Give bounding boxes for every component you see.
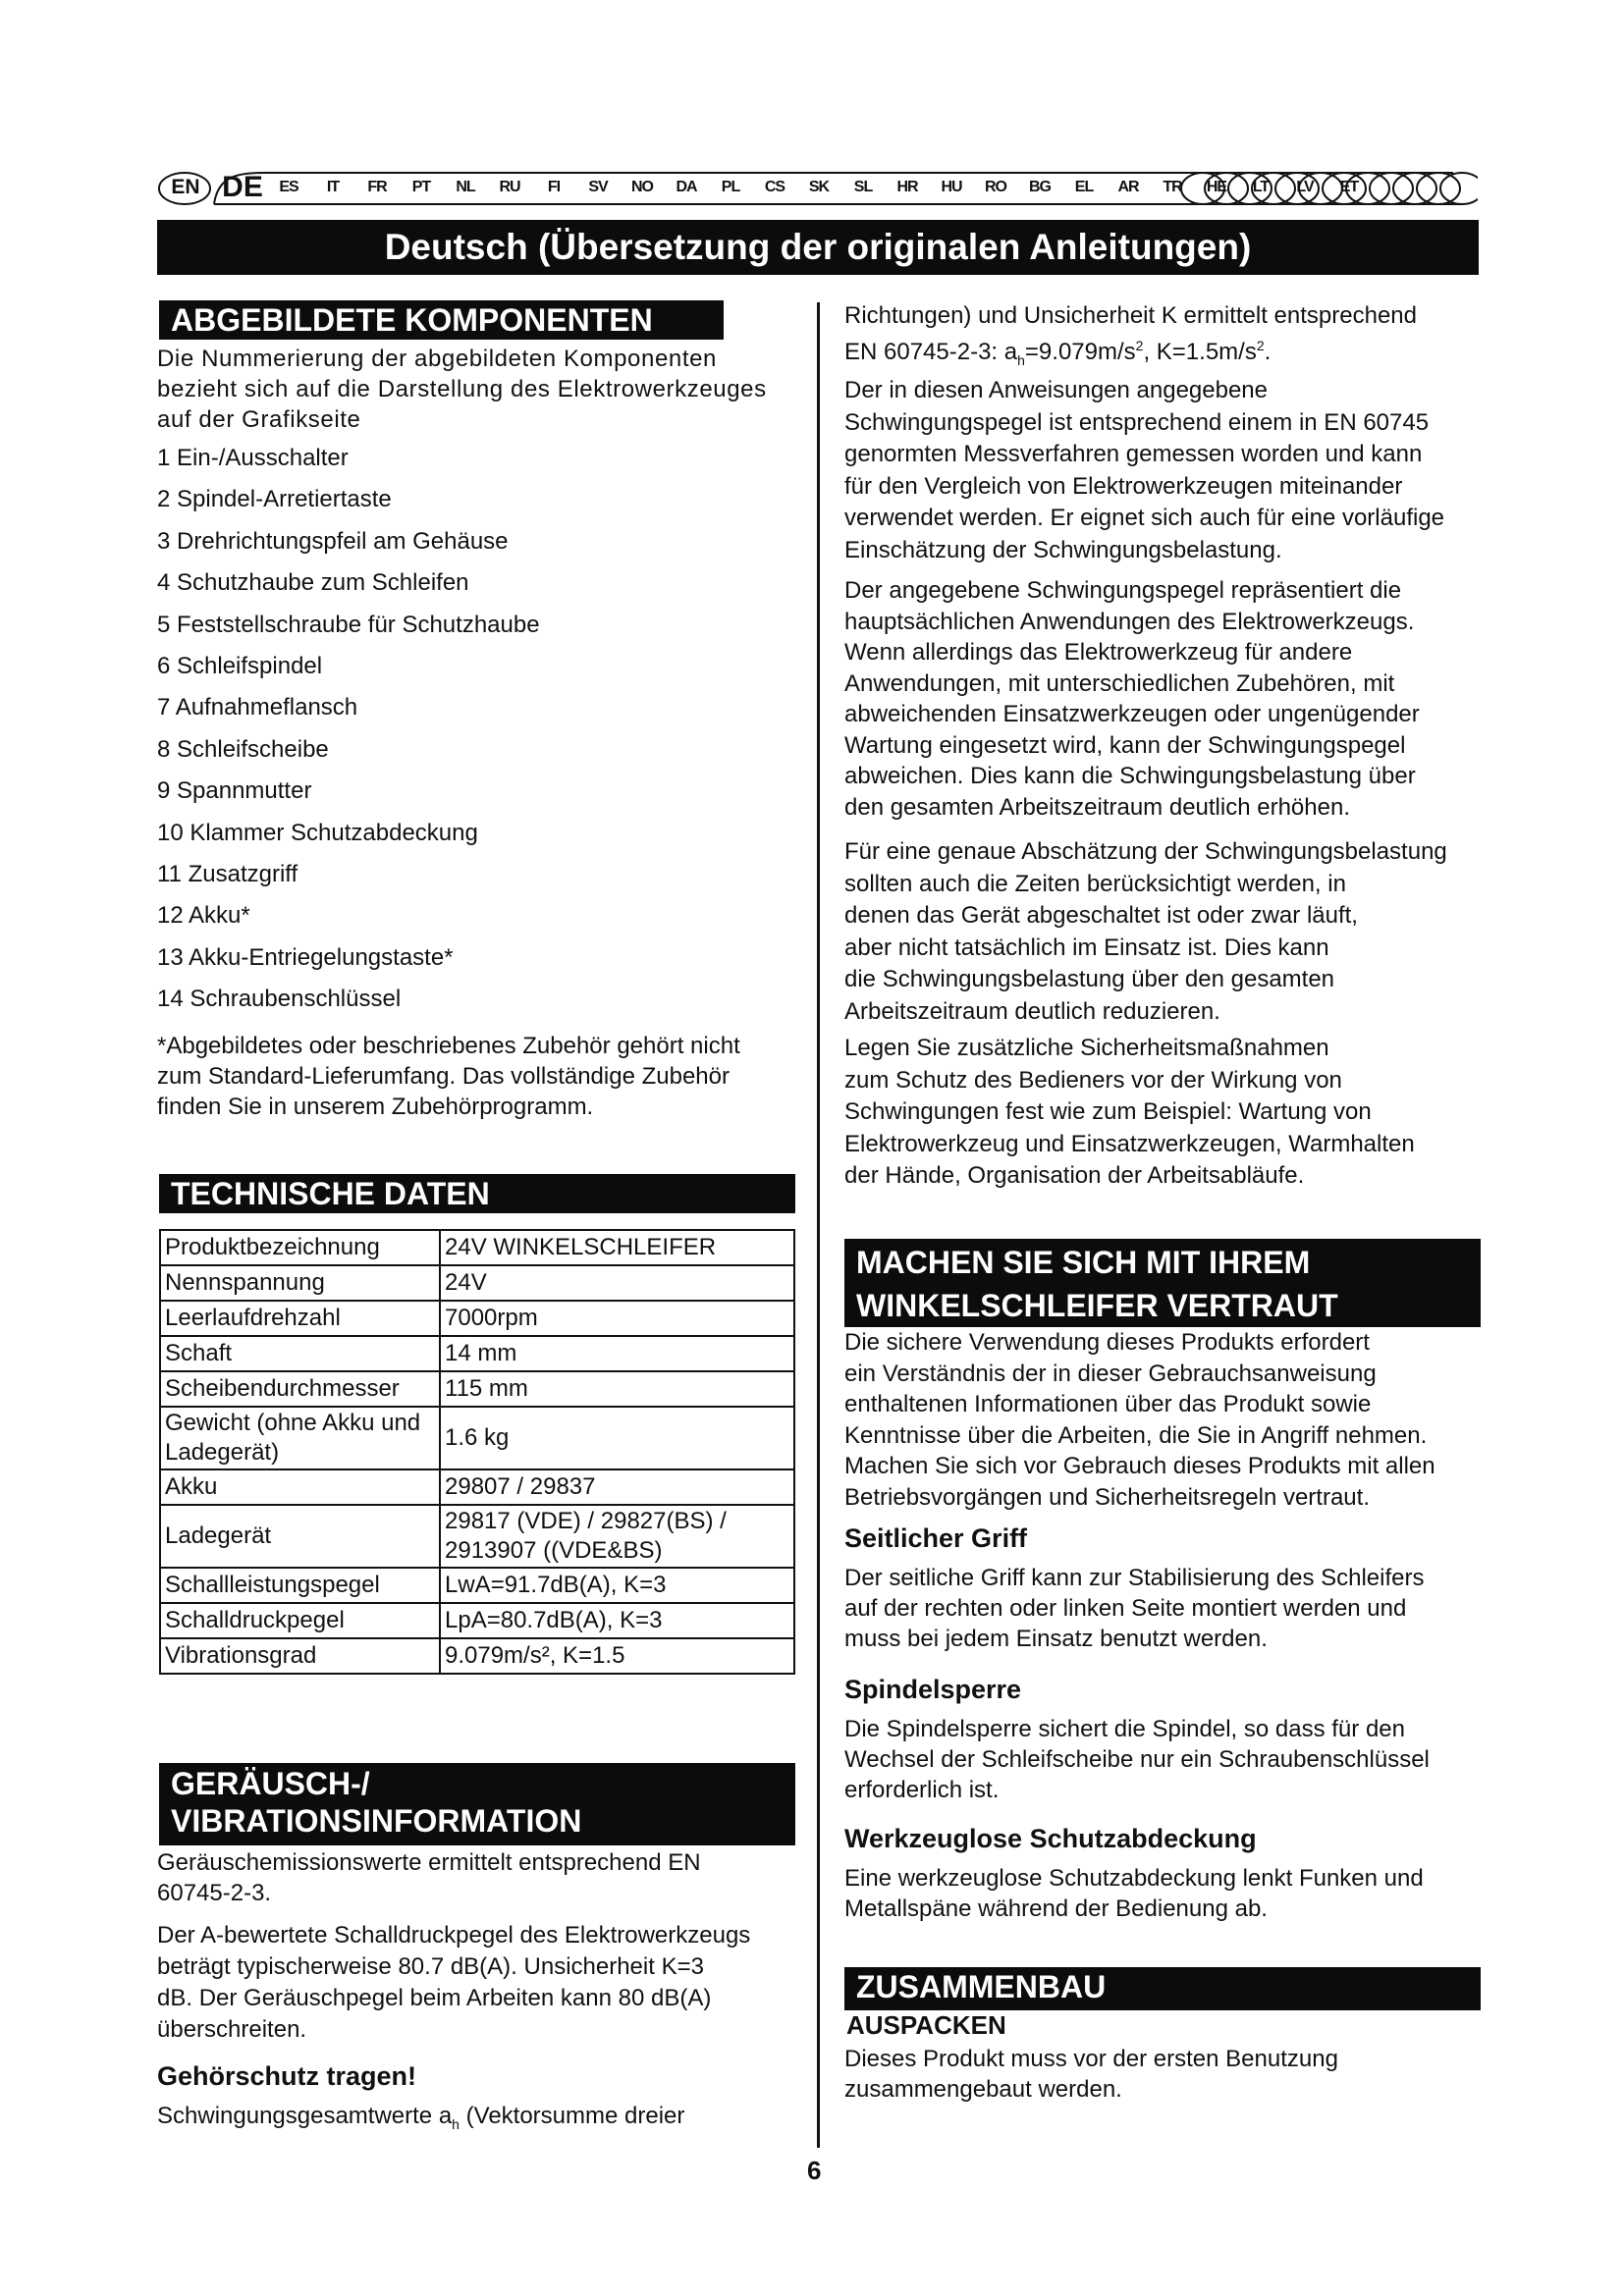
toolless-guard-heading: Werkzeuglose Schutzabdeckung [844,1824,1257,1853]
spec-value: 29817 (VDE) / 29827(BS) / 2913907 ((VDE&BS) [440,1505,794,1568]
spec-key: Nennspannung [160,1265,440,1301]
noise-heading-line1: GERÄUSCH-/ [171,1766,370,1801]
lang-tab-el[interactable]: EL [1074,179,1094,195]
component-list-item: 11 Zusatzgriff [157,861,298,887]
spec-key: Vibrationsgrad [160,1638,440,1674]
right-p2: Der in diesen Anweisungen angegebene Schwingungspegel ist entsprechend einem in EN 60745 genormten Messverfahren gemessen worden und kann für den Vergleich von Elektrowerkzeugen miteinander verwendet werden. Er eignet sich auch für eine vorläufige Einschätzung der Schwingungsbelastung. [844,377,1445,563]
familiar-heading [844,1239,1481,1327]
lang-tab-sk[interactable]: SK [808,179,830,195]
right-p6: Die sichere Verwendung dieses Produkts erfordert ein Verständnis der in dieser Gebrauchsanweisung enthaltenen Informationen über das Produkt sowie Kenntnisse über die Arbeiten, die Sie in Angriff nehmen. Machen Sie sich vor Gebrauch dieses Produkts mit allen Betriebsvorgängen und Sicherheitsregeln vertraut. [844,1329,1435,1511]
lang-tab-lv[interactable]: LV [1296,179,1314,195]
spec-key: Leerlaufdrehzahl [160,1301,440,1336]
spec-value: 7000rpm [440,1301,794,1336]
lang-tab-cs[interactable]: CS [764,179,785,195]
spec-key: Schaft [160,1336,440,1371]
lang-tab-fr[interactable]: FR [367,179,387,195]
spec-row [160,1336,794,1371]
components-heading: ABGEBILDETE KOMPONENTEN [159,300,724,340]
lang-tab-ro[interactable]: RO [985,179,1006,195]
spec-value: 29807 / 29837 [440,1469,794,1505]
familiar-heading-line2: WINKELSCHLEIFER VERTRAUT [856,1288,1338,1323]
lang-tab-sv[interactable]: SV [588,179,608,195]
tech-heading: TECHNISCHE DATEN [159,1174,795,1213]
noise-heading [159,1763,795,1845]
lang-tab-en[interactable]: EN [171,176,200,198]
lang-tab-lt[interactable]: LT [1252,179,1270,195]
spec-row [160,1301,794,1336]
component-list-item: 7 Aufnahmeflansch [157,694,358,721]
component-list-item: 3 Drehrichtungspfeil am Gehäuse [157,527,509,555]
lang-tab-ar[interactable]: AR [1117,179,1139,195]
noise-p3: Schwingungsgesamtwerte $a_h$ (Vektorsumme dreier [157,2103,685,2132]
hearing-protection-heading: Gehörschutz tragen! [157,2061,417,2091]
lang-tab-he[interactable]: HE [1206,179,1227,195]
noise-heading-line2: VIBRATIONSINFORMATION [171,1803,582,1839]
component-list-item: 1 Ein-/Ausschalter [157,445,349,471]
component-list-item: 9 Spannmutter [157,777,312,805]
spec-key: Produktbezeichnung [160,1230,440,1265]
spec-value: 9.079m/s², K=1.5 [440,1638,794,1674]
spec-key: Schalldruckpegel [160,1603,440,1638]
spec-row [160,1265,794,1301]
spec-value: 14 mm [440,1336,794,1371]
right-p9: Eine werkzeuglose Schutzabdeckung lenkt Funken und Metallspäne während der Bedienung ab. [844,1865,1424,1922]
empty-lang-oval [1370,173,1413,204]
spec-row [160,1469,794,1505]
lang-tab-da[interactable]: DA [676,179,697,195]
spindle-lock-heading: Spindelsperre [844,1675,1022,1704]
component-list-item: 14 Schraubenschlüssel [157,986,402,1013]
lang-tab-pl[interactable]: PL [721,179,740,195]
right-p4: Für eine genaue Abschätzung der Schwingungsbelastung sollten auch die Zeiten berücksichtigt werden, in denen das Gerät abgeschaltet ist oder zwar läuft, aber nicht tatsächlich im Einsatz ist. Dies kann die Schwingungsbelastung über den gesamten Arbeitszeitraum deutlich reduzieren. [844,838,1447,1025]
lang-tab-nl[interactable]: NL [456,179,475,195]
component-list-item: 4 Schutzhaube zum Schleifen [157,569,469,597]
right-p1: Richtungen) und Unsicherheit K ermittelt entsprechend EN 60745-2-3: $a_h=9.079m/s^2$, $K=1.5m/s^2$. [844,302,1417,368]
spec-key: Schallleistungspegel [160,1568,440,1603]
component-list-item: 5 Feststellschraube für Schutzhaube [157,611,540,638]
lang-tab-pt[interactable]: PT [411,179,431,195]
noise-p2: Der A-bewertete Schalldruckpegel des Elektrowerkzeugs beträgt typischerweise 80.7 dB(A). Unsicherheit K=3 dB. Der Geräuschpegel beim Arbeiten kann 80 dB(A) überschreiten. [157,1922,751,2043]
unpacking-heading: AUSPACKEN [846,2010,1006,2040]
spec-value: 24V WINKELSCHLEIFER [440,1230,794,1265]
side-handle-heading: Seitlicher Griff [844,1523,1028,1553]
right-p5: Legen Sie zusätzliche Sicherheitsmaßnahmen zum Schutz des Bedieners vor der Wirkung von Schwingungen fest wie zum Beispiel: Wartung von Elektrowerkzeug und Einsatzwerkzeugen, Warmhalten der Hände, Organisation der Arbeitsabläufe. [844,1035,1415,1189]
lang-tab-sl[interactable]: SL [853,179,873,195]
right-p10: Dieses Produkt muss vor der ersten Benutzung zusammengebaut werden. [844,2046,1338,2103]
spec-row [160,1230,794,1265]
spec-row [160,1371,794,1407]
lang-tab-hr[interactable]: HR [896,179,918,195]
component-list-item: 8 Schleifscheibe [157,735,329,763]
lang-tab-it[interactable]: IT [326,179,340,195]
lang-tab-de[interactable]: DE [222,171,263,203]
right-p7: Der seitliche Griff kann zur Stabilisierung des Schleifers auf der rechten oder linken Seite montiert werden und muss bei jedem Einsatz benutzt werden. [844,1565,1425,1652]
lang-tab-hu[interactable]: HU [941,179,962,195]
spec-row [160,1568,794,1603]
column-divider [817,302,820,2148]
spec-key: Scheibendurchmesser [160,1371,440,1407]
lang-tab-ru[interactable]: RU [499,179,520,195]
spec-value: 115 mm [440,1371,794,1407]
spec-row [160,1638,794,1674]
lang-tab-et[interactable]: ET [1339,179,1359,195]
lang-tab-bg[interactable]: BG [1029,179,1051,195]
spec-value: 24V [440,1265,794,1301]
lang-tab-fi[interactable]: FI [547,179,561,195]
spec-key: Ladegerät [160,1505,440,1568]
spec-value: 1.6 kg [440,1407,794,1469]
component-list-item: 10 Klammer Schutzabdeckung [157,819,478,846]
component-list-item: 12 Akku* [157,902,250,930]
component-list-item: 13 Akku-Entriegelungstaste* [157,943,454,971]
lang-tab-tr[interactable]: TR [1163,179,1182,195]
accessory-note: *Abgebildetes oder beschriebenes Zubehör gehört nicht zum Standard-Lieferumfang. Das vollständige Zubehör finden Sie in unserem Zubehörprogramm. [157,1033,740,1120]
spec-value: LwA=91.7dB(A), K=3 [440,1568,794,1603]
language-tabs [157,169,1478,208]
assembly-heading: ZUSAMMENBAU [844,1967,1481,2010]
lang-tab-es[interactable]: ES [279,179,298,195]
page-number: 6 [807,2156,822,2185]
familiar-heading-line1: MACHEN SIE SICH MIT IHREM [856,1245,1311,1280]
noise-p1: Geräuschemissionswerte ermittelt entsprechend EN 60745-2-3. [157,1849,701,1906]
empty-lang-oval [1417,173,1460,204]
lang-tab-no[interactable]: NO [631,179,653,195]
spec-value: LpA=80.7dB(A), K=3 [440,1603,794,1638]
component-list-item: 6 Schleifspindel [157,653,323,679]
spec-row [160,1505,794,1568]
right-p3: Der angegebene Schwingungspegel repräsentiert die hauptsächlichen Anwendungen des Elektrowerkzeugs. Wenn allerdings das Elektrowerkzeug für andere Anwendungen, mit unterschiedlichen Zubehören, mit abweichenden Einsatzwerkzeugen oder ungenügender Wartung eingesetzt wird, kann der Schwingungspegel abweichen. Dies kann die Schwingungsbelastung über den gesamten Arbeitszeitraum deutlich erhöhen. [844,577,1420,821]
spec-table [159,1229,795,1675]
spec-row [160,1603,794,1638]
spec-key: Akku [160,1469,440,1505]
components-intro: Die Nummerierung der abgebildeten Komponenten bezieht sich auf die Darstellung des Elektrowerkzeuges auf der Grafikseite [157,346,767,433]
page-title: Deutsch (Übersetzung der originalen Anleitungen) [157,220,1479,275]
empty-lang-oval [1393,173,1436,204]
spec-key: Gewicht (ohne Akku und Ladegerät) [160,1407,440,1469]
spec-row [160,1407,794,1469]
component-list-item: 2 Spindel-Arretiertaste [157,486,392,513]
right-p8: Die Spindelsperre sichert die Spindel, so dass für den Wechsel der Schleifscheibe nur ein Schraubenschlüssel erforderlich ist. [844,1716,1430,1803]
